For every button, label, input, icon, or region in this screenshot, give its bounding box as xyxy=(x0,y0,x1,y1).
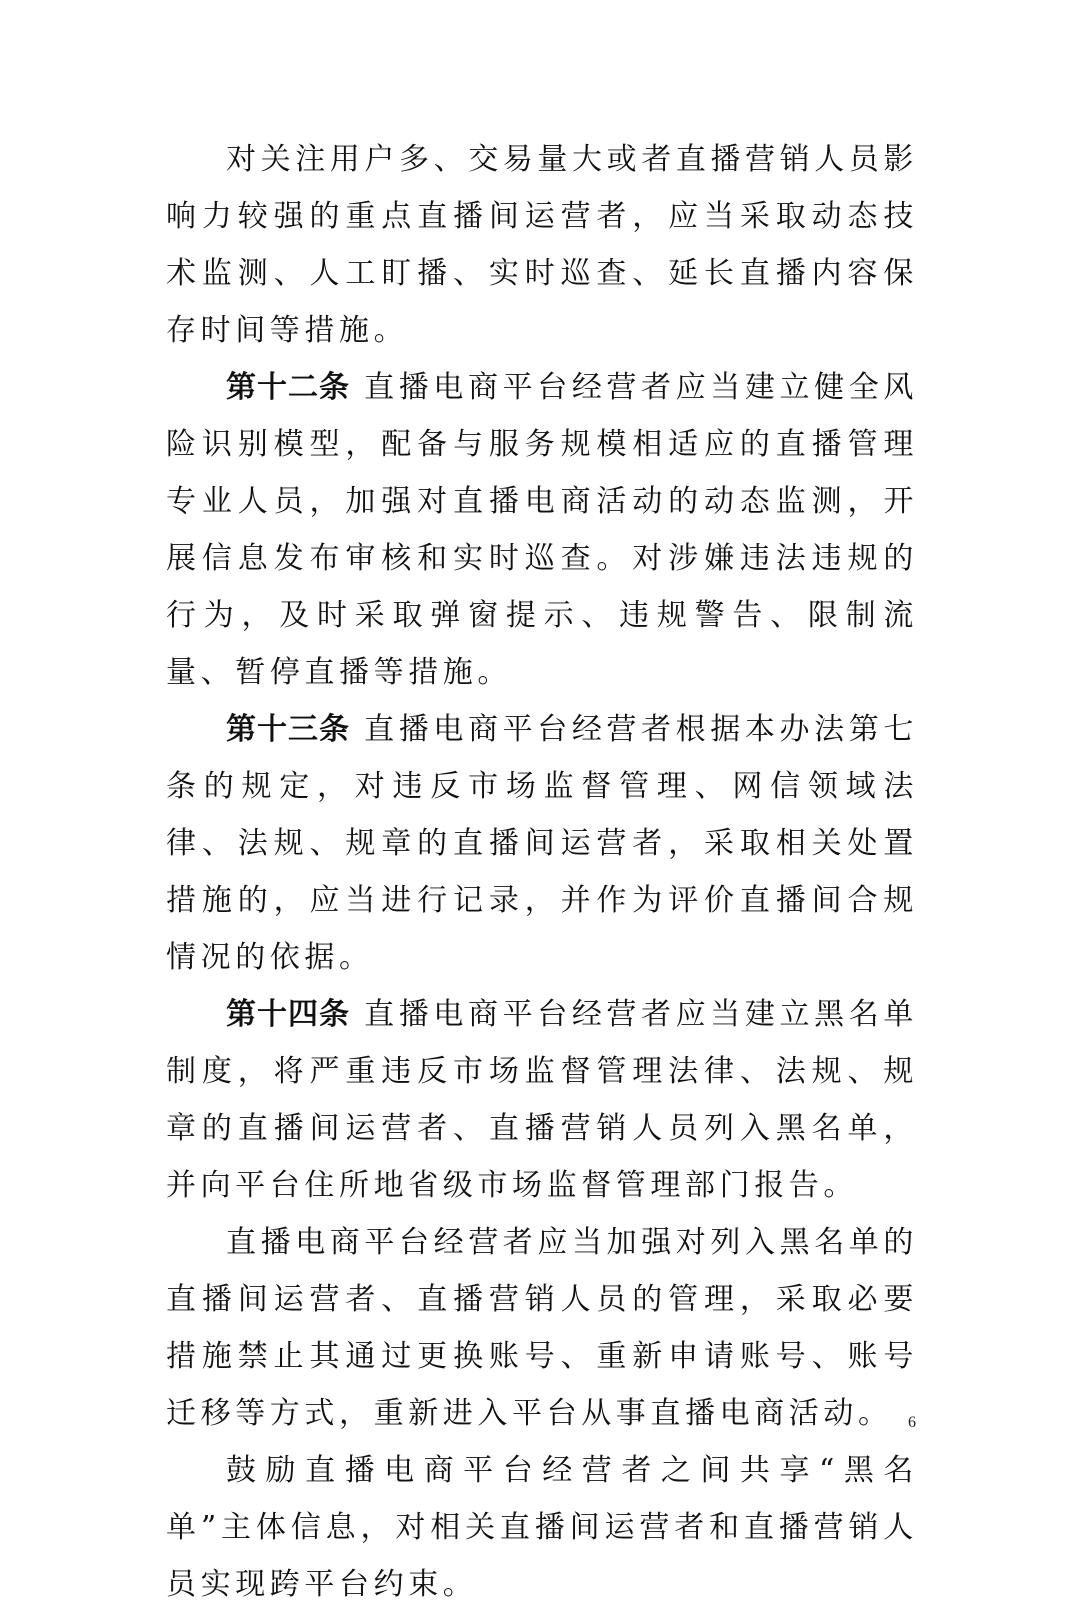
page-number: 6 xyxy=(908,1414,916,1431)
paragraph-text: 直播电商平台经营者应当加强对列入黑名单的直播间运营者、直播营销人员的管理，采取必要措施禁止其通过更换账号、重新申请账号、账号迁移等方式，重新进入平台从事直播电商活动。 xyxy=(166,1225,918,1431)
article-14 xyxy=(166,986,918,1214)
paragraph-text: 直播电商平台经营者应当建立黑名单制度，将严重违反市场监督管理法律、法规、规章的直播间运营者、直播营销人员列入黑名单，并向平台住所地省级市场监督管理部门报告。 xyxy=(166,997,919,1203)
article-number: 第十二条 xyxy=(226,370,351,405)
paragraph-text: 直播电商平台经营者应当建立健全风险识别模型，配备与服务规模相适应的直播管理专业人员，加强对直播电商活动的动态监测，开展信息发布审核和实时巡查。对涉嫌违法违规的行为，及时采取弹窗提示、违规警告、限制流量、暂停直播等措施。 xyxy=(166,370,919,690)
paragraph-text: 对关注用户多、交易量大或者直播营销人员影响力较强的重点直播间运营者，应当采取动态技术监测、人工盯播、实时巡查、延长直播内容保存时间等措施。 xyxy=(166,142,918,348)
article-number: 第十三条 xyxy=(226,712,351,747)
document-body xyxy=(166,131,918,1613)
paragraph-text: 鼓励直播电商平台经营者之间共享“黑名单”主体信息，对相关直播间运营者和直播营销人员实现跨平台约束。 xyxy=(166,1453,918,1602)
article-12 xyxy=(166,359,918,701)
paragraph-blacklist-management xyxy=(166,1214,918,1442)
paragraph-monitoring-measures xyxy=(166,131,918,359)
paragraph-text: 直播电商平台经营者根据本办法第七条的规定，对违反市场监督管理、网信领域法律、法规、规章的直播间运营者，采取相关处置措施的，应当进行记录，并作为评价直播间合规情况的依据。 xyxy=(166,712,919,975)
article-13 xyxy=(166,701,918,986)
article-number: 第十四条 xyxy=(226,997,351,1032)
